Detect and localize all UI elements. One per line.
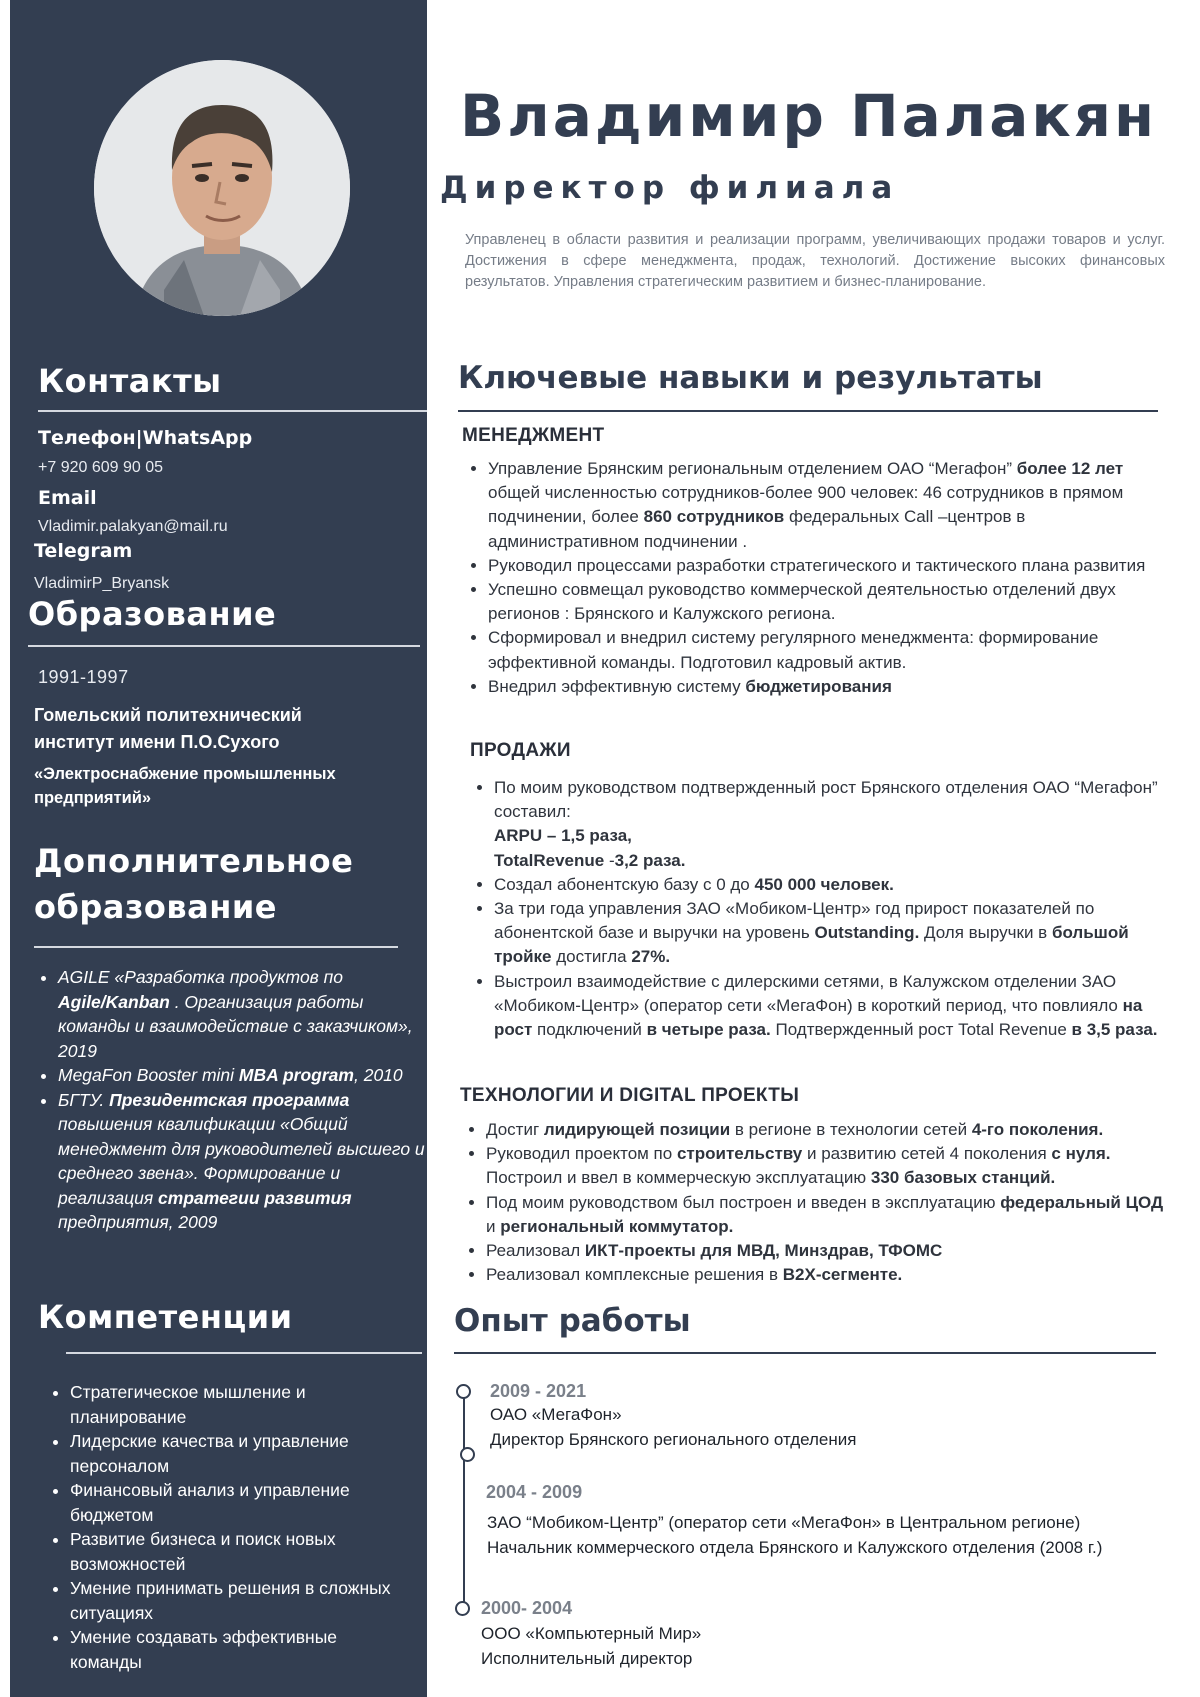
bold-text: строительству	[676, 1144, 803, 1164]
list-item	[488, 626, 1164, 674]
text-run: MegaFon Booster mini	[58, 1065, 239, 1085]
contacts-divider	[38, 410, 427, 412]
list-item	[488, 675, 1164, 699]
competencies-heading: Компетенции	[38, 1298, 293, 1336]
bold-text: TotalRevenue	[494, 850, 605, 870]
competency-item: • Умение создавать эффективные команды	[70, 1625, 410, 1674]
additional-education-list	[34, 965, 438, 1235]
bold-text: региональный коммутатор.	[500, 1216, 734, 1236]
contacts-heading: Контакты	[38, 362, 222, 400]
bold-text: ARPU – 1,5 раза,	[494, 826, 632, 846]
text-run: Управление Брянским региональным отделением ОАО “Мегафон”	[488, 459, 1017, 478]
bold-text: более 12 лет	[1016, 459, 1124, 478]
text-run: в регионе в технологии сетей	[730, 1120, 972, 1139]
list-item	[494, 776, 1164, 873]
education-years: 1991-1997	[38, 667, 129, 687]
bold-text: лидирующей позиции	[543, 1120, 731, 1139]
candidate-name: Владимир Палакян	[460, 82, 1158, 150]
competencies-list	[46, 1380, 410, 1674]
bold-text: большой тройке	[494, 923, 1129, 967]
competency-item: • Финансовый анализ и управление бюджетом	[70, 1478, 410, 1527]
job-company: ОАО «МегаФон»	[490, 1405, 622, 1424]
text-run: БГТУ.	[58, 1089, 110, 1110]
timeline-line	[463, 1390, 465, 1608]
phone-label: Телефон|WhatsApp	[38, 427, 253, 449]
bold-text: 860 сотрудников	[643, 507, 785, 527]
experience-divider	[454, 1352, 1156, 1354]
job-company: ООО «Компьютерный Мир»	[481, 1624, 702, 1643]
text-run: Выстроил взаимодействие с дилерскими сетями, в Калужском отделении ЗАО «Мобиком-Центр» (оператор сети «МегаФон) в короткий период, что повлияло	[494, 971, 1123, 1015]
tech-heading: ТЕХНОЛОГИИ И DIGITAL ПРОЕКТЫ	[460, 1085, 800, 1106]
education-specialty	[34, 762, 336, 810]
text-run: . Организация работы команды и взаимодействие с заказчиком», 2019	[58, 991, 413, 1061]
list-item	[486, 1263, 1170, 1287]
timeline-dot	[455, 1601, 470, 1616]
text-run: Внедрил эффективную систему	[488, 676, 746, 696]
text-run: федеральных Call –центров в административном подчинении .	[488, 507, 1026, 551]
sales-list	[470, 776, 1164, 1042]
list-item	[486, 1118, 1170, 1142]
text-run: и	[486, 1216, 501, 1236]
bold-text: Outstanding.	[814, 923, 920, 943]
list-item	[58, 965, 438, 1063]
bold-text: с нуля.	[1051, 1144, 1111, 1164]
profile-photo	[94, 60, 350, 316]
competencies-divider	[66, 1352, 422, 1354]
phone-value[interactable]: +7 920 609 90 05	[38, 459, 164, 476]
summary-text: Управленец в области развития и реализации программ, увеличивающих продажи товаров и услуг. Достижения в сфере менеджмента, продаж, технологий. Достижение высоких финансовых результатов. Управления стратегическим развитием и бизнес-планирование.	[465, 232, 1165, 290]
bold-text: в 3,5 раза.	[1071, 1020, 1158, 1040]
competency-item: • Лидерские качества и управление персоналом	[70, 1429, 410, 1478]
text-run: AGILE «Разработка продуктов по	[58, 967, 344, 987]
additional-education-heading	[34, 838, 353, 930]
text-run: предприятия, 2009	[58, 1212, 218, 1232]
bold-text: B2X-сегменте.	[782, 1265, 903, 1285]
list-item	[488, 578, 1164, 626]
competency-item: • Умение принимать решения в сложных ситуациях	[70, 1576, 410, 1625]
heading-line: Дополнительное	[34, 842, 354, 880]
telegram-value[interactable]: VladimirP_Bryansk	[34, 575, 170, 592]
specialty-line: «Электроснабжение промышленных	[34, 765, 336, 783]
job-company: ЗАО “Мобиком-Центр” (оператор сети «МегаФон» в Центральном регионе)	[487, 1513, 1081, 1532]
tech-list	[462, 1118, 1170, 1287]
telegram-label: Telegram	[34, 540, 133, 562]
text-run: Сформировал и внедрил систему регулярного менеджмента: формирование эффективной команды. Подготовил кадровый актив.	[488, 628, 1099, 672]
management-heading: МЕНЕДЖМЕНТ	[462, 425, 605, 446]
portrait-image	[94, 60, 350, 316]
bold-text: 3,2 раза.	[614, 850, 686, 870]
job-title: Начальник коммерческого отдела Брянского и Калужского отделения (2008 г.)	[487, 1538, 1103, 1557]
list-item	[58, 1063, 438, 1088]
competency-item: • Развитие бизнеса и поиск новых возможностей	[70, 1527, 410, 1576]
job-dates: 2009 - 2021	[490, 1381, 587, 1401]
text-run: Руководил проектом по	[486, 1144, 677, 1164]
bold-text: 330 базовых станций.	[870, 1168, 1056, 1188]
text-run: и развитию сетей 4 поколения	[802, 1144, 1052, 1164]
list-item	[486, 1191, 1170, 1239]
list-item	[488, 554, 1164, 578]
text-run: Подтвержденный рост Total Revenue	[770, 1020, 1072, 1040]
text-run: Достиг	[486, 1120, 544, 1139]
text-run: Успешно совмещал руководство коммерческой деятельностью отделений двух регионов : Брянского и Калужского региона.	[488, 580, 1116, 624]
list-item	[488, 457, 1164, 554]
management-list	[464, 457, 1164, 699]
job-title: Директор Брянского регионального отделения	[490, 1430, 857, 1449]
bold-text: бюджетирования	[745, 676, 892, 696]
experience-heading: Опыт работы	[454, 1303, 691, 1339]
text-run: Под моим руководством был построен и введен в эксплуатацию	[486, 1192, 1001, 1212]
text-run: Построил и ввел в коммерческую эксплуатацию	[486, 1168, 871, 1188]
bold-text: стратегии развития	[158, 1187, 352, 1208]
candidate-position: Директор филиала	[440, 170, 900, 206]
bold-text: в четыре раза.	[646, 1020, 771, 1040]
bold-text: Президентская программа	[109, 1089, 350, 1110]
bold-text: 4-го поколения.	[971, 1120, 1104, 1139]
text-run: , 2010	[353, 1065, 403, 1085]
list-item	[494, 970, 1164, 1043]
email-label: Email	[38, 487, 97, 509]
bold-text: 450 000 человек.	[754, 874, 894, 894]
list-item	[494, 897, 1164, 970]
text-run: общей численностью сотрудников-более 900 человек: 46 сотрудников в прямом подчинении, более	[488, 483, 1124, 527]
timeline-dot	[460, 1447, 475, 1462]
text-run: Руководил процессами разработки стратегического и тактического плана развития	[488, 555, 1146, 575]
education-institution	[34, 702, 302, 756]
text-run: достигла	[551, 947, 632, 967]
list-item	[486, 1142, 1170, 1190]
text-run: За три года управления ЗАО «Мобиком-Центр» год прирост показателей по абонентской базе и выручки на уровень	[494, 899, 1095, 943]
text-run: повышения квалификации «Общий менеджмент для руководителей высшего и среднего звена». Формирование и реализация	[58, 1114, 425, 1208]
additional-education-divider	[34, 946, 398, 948]
bold-text: федеральный ЦОД	[1000, 1192, 1164, 1212]
sidebar	[10, 0, 427, 1697]
job-dates: 2004 - 2009	[486, 1482, 583, 1502]
bold-text: 27%.	[631, 947, 671, 967]
text-run: -	[604, 850, 615, 870]
job-title: Исполнительный директор	[481, 1649, 693, 1668]
text-run: Создал абонентскую базу с 0 до	[494, 874, 755, 894]
bold-text: Agile/Kanban	[58, 991, 170, 1012]
institution-line: институт имени П.О.Сухого	[34, 732, 280, 752]
heading-line: образование	[34, 888, 277, 926]
education-heading: Образование	[28, 595, 277, 633]
list-item	[486, 1239, 1170, 1263]
list-item	[58, 1088, 438, 1235]
competency-item: • Стратегическое мышление и планирование	[70, 1380, 410, 1429]
bold-text: MBA program	[238, 1065, 354, 1085]
institution-line: Гомельский политехнический	[34, 705, 302, 725]
skills-heading: Ключевые навыки и результаты	[458, 360, 1043, 396]
sales-heading: ПРОДАЖИ	[470, 740, 571, 761]
bold-text: ИКТ-проекты для МВД, Минздрав, ТФОМС	[584, 1241, 943, 1261]
text-run: Доля выручки в	[919, 923, 1052, 943]
list-item	[494, 873, 1164, 897]
skills-divider	[458, 410, 1158, 412]
text-run: По моим руководством подтвержденный рост Брянского отделения ОАО “Мегафон” составил:	[494, 778, 1158, 822]
education-divider	[28, 645, 420, 647]
text-run: подключений	[532, 1020, 647, 1040]
bold-text: на рост	[494, 995, 1143, 1040]
text-run: Реализовал	[486, 1241, 585, 1261]
specialty-line: предприятий»	[34, 789, 152, 807]
timeline-dot	[456, 1384, 471, 1399]
text-run: Реализовал комплексные решения в	[486, 1265, 783, 1285]
email-value[interactable]: Vladimir.palakyan@mail.ru	[38, 518, 228, 535]
job-dates: 2000- 2004	[481, 1598, 573, 1618]
